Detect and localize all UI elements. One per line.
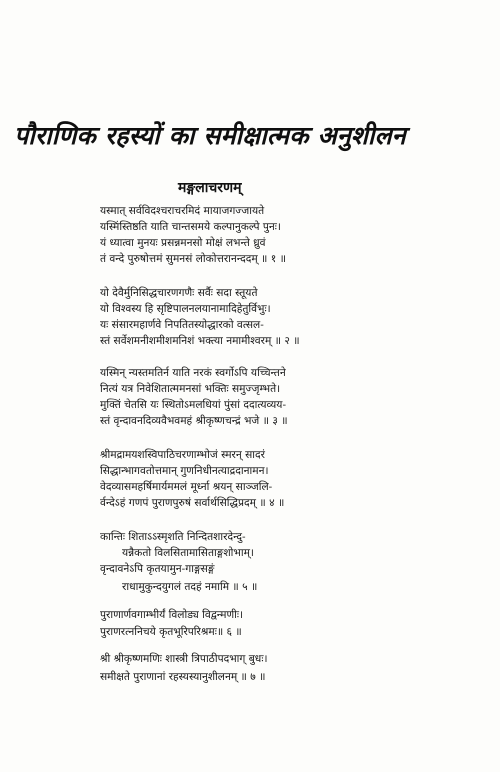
verse-line: स्तं वृन्दावनदिव्यवैभवमहं श्रीकृष्णचन्द्रं भजे ॥ ३ ॥ <box>100 415 288 427</box>
verse-line: यस्मिंस्तिष्ठति याति चान्तसमये कल्पानुकल्पे पुनः। <box>100 221 281 233</box>
verse-line: नित्यं यत्र निवेशितात्ममनसां भक्तिः समुज्जृम्भते। <box>100 383 281 395</box>
verse-line: श्रीमद्रामयशस्विपाठिचरणाम्भोजं स्मरन् सादरं <box>100 449 266 461</box>
verse-line: श्री श्रीकृष्णमणिः शास्त्री त्रिपाठीपदभाग् बुधः। <box>100 653 268 665</box>
verse-line: यं ध्यात्वा मुनयः प्रसन्नमनसो मोक्षं लभन्ते ध्रुवं <box>100 237 266 249</box>
verse-line: वेदव्यासमहर्षिमार्यममलं मूर्ध्ना श्रयन् साञ्जलि- <box>100 481 273 493</box>
verse-line: यन्नैकतो विलसितामासिताङ्गशोभाम्। <box>122 547 254 559</box>
verse-line: पुराणार्णवगाम्भीर्यं विलोड्य विद्वन्मणीः। <box>100 609 244 621</box>
verse-line: पुराणरत्ननिचये कृतभूरिपरिश्रमः॥ ६ ॥ <box>100 626 242 638</box>
verse-line: यो विश्वस्य हि सृष्टिपालनलयानामादिहेतुर्विभुः। <box>100 303 271 315</box>
verse-line: र्वन्देऽहं गणपं पुराणपुरुषं सर्वार्थसिद्धिप्रदम् ॥ ४ ॥ <box>100 497 285 509</box>
verse-line: यः संसारमहार्णवे निपतितस्योद्धारको वत्सल- <box>100 319 264 331</box>
verse-line: यस्मिन् न्यस्तमतिर्न याति नरकं स्वर्गोऽपि यच्चिन्तने <box>100 367 286 379</box>
verse-line: तं वन्दे पुरुषोत्तमं सुमनसं लोकोत्तरानन्ददम् ॥ १ ॥ <box>100 253 286 265</box>
verse-line: कान्तिः शिताऽऽस्मृशति निन्दितशारदेन्दु- <box>100 531 246 543</box>
verse-line: सिद्धान्भागवतोत्तमान् गुणनिधीनत्याद्रदानामन। <box>100 465 269 477</box>
book-title: पौराणिक रहस्यों का समीक्षात्मक अनुशीलन <box>14 121 406 150</box>
verse-line: मुक्तिं चेतसि यः स्थितोऽमलधियां पुंसां ददात्यव्यय- <box>100 399 287 411</box>
verse-line: राधामुकुन्दयुगलं तदहं नमामि ॥ ५ ॥ <box>122 581 258 593</box>
verse-line: यो देवैर्मुनिसिद्धचारणगणैः सर्वैः सदा स्तूयते <box>100 287 258 299</box>
verse-line: स्तं सर्वेशमनीशमीशमनिशं भक्त्या नमामीश्वरम् ॥ २ ॥ <box>100 335 300 347</box>
section-heading: मङ्गलाचरणम् <box>178 180 242 196</box>
verse-line: वृन्दावनेऽपि कृतयामुन-गाङ्गसङ्गं <box>100 563 215 575</box>
verse-line: यस्मात् सर्वविदश्चराचरमिदं मायाजगज्जायते <box>100 205 265 217</box>
verse-line: समीक्षते पुराणानां रहस्यस्यानुशीलनम् ॥ ७ ॥ <box>100 671 266 683</box>
